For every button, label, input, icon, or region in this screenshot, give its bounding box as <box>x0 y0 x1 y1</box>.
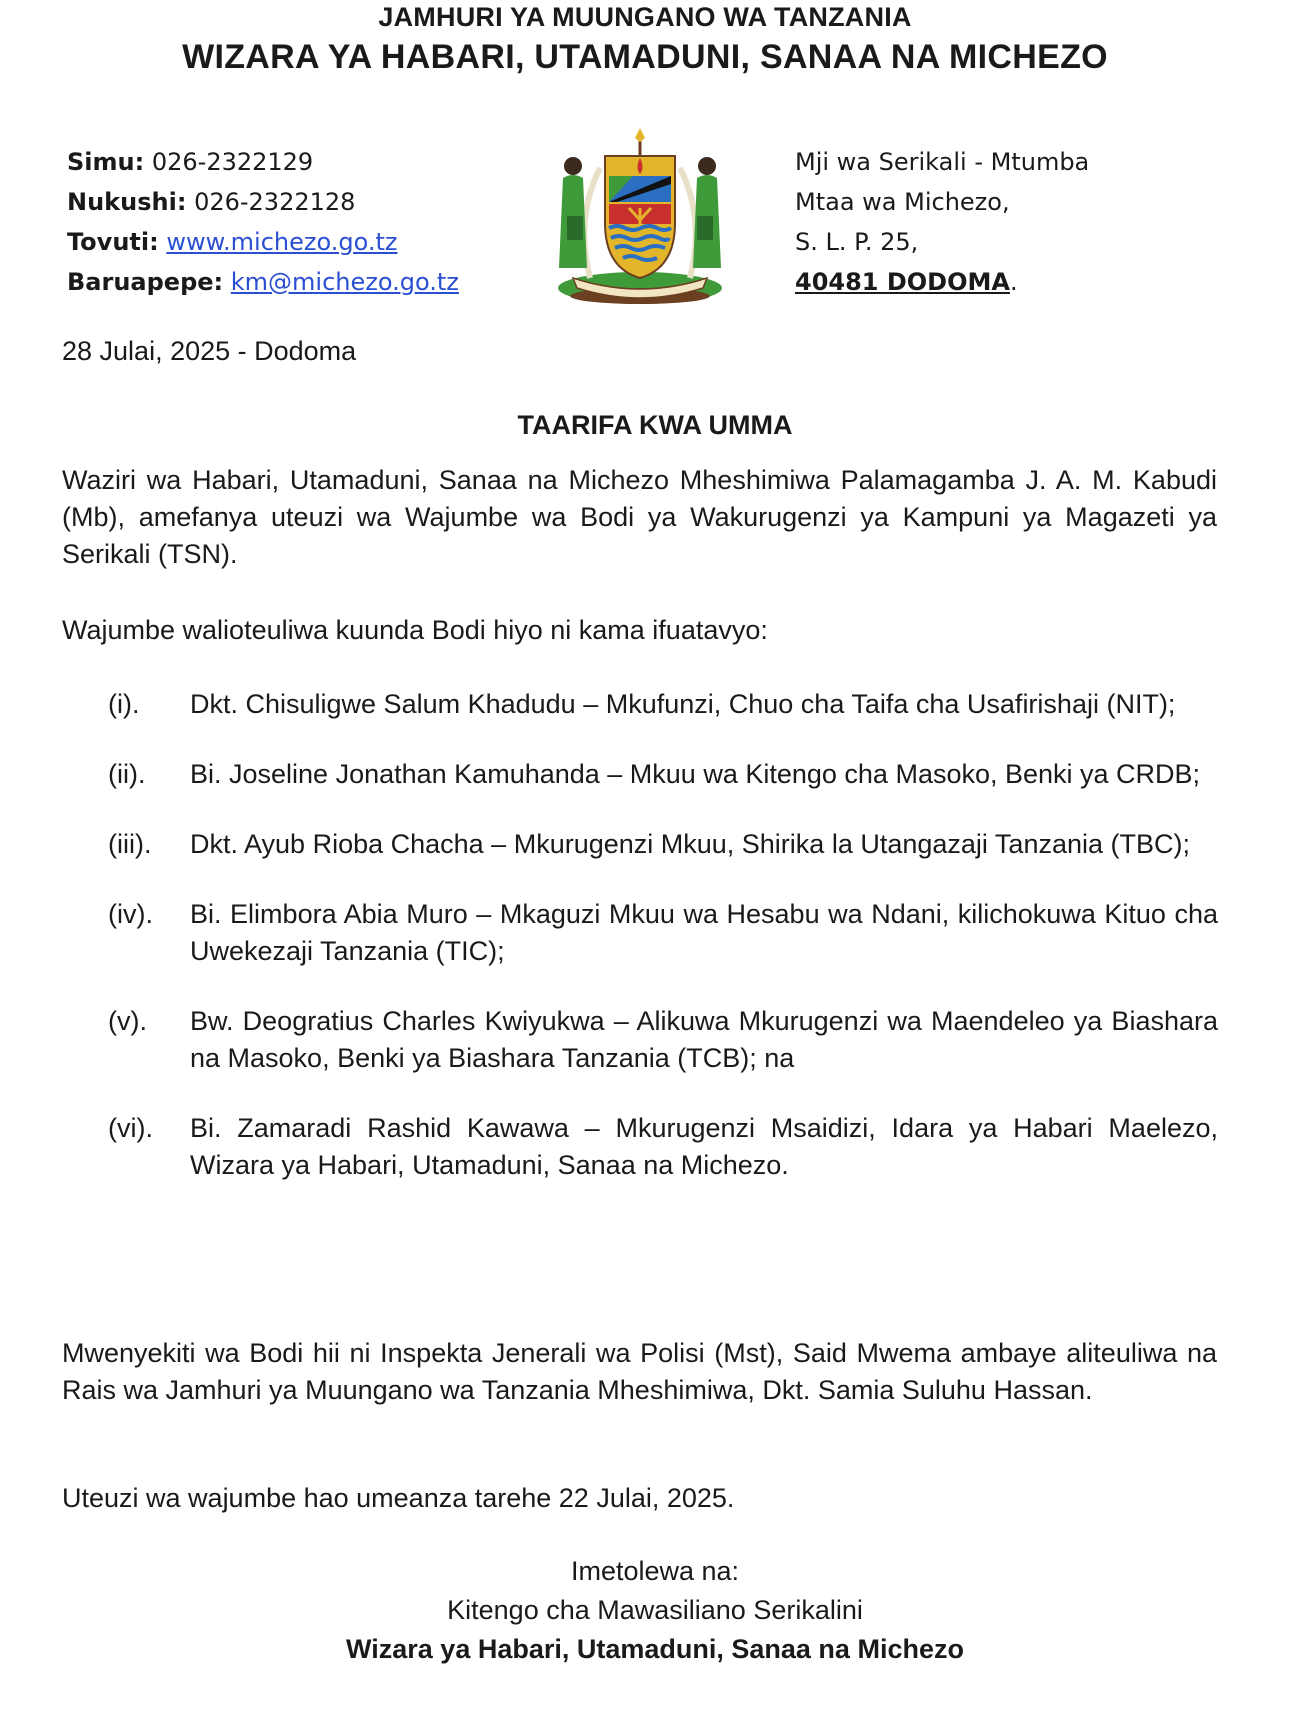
header-ministry: WIZARA YA HABARI, UTAMADUNI, SANAA NA MICHEZO <box>182 38 1108 76</box>
address-city-row <box>795 262 1089 302</box>
effective-date-paragraph: Uteuzi wa wajumbe hao umeanza tarehe 22 Julai, 2025. <box>62 1483 735 1513</box>
list-item-text: Bi. Joseline Jonathan Kamuhanda – Mkuu wa Kitengo cha Masoko, Benki ya CRDB; <box>190 759 1201 789</box>
list-item <box>108 1110 1218 1184</box>
members-list <box>108 686 1218 1217</box>
email-row <box>67 262 459 302</box>
list-item <box>108 1003 1218 1077</box>
web-row <box>67 222 459 262</box>
website-link[interactable]: www.michezo.go.tz <box>166 228 398 256</box>
list-item-number: (iv). <box>108 899 153 929</box>
header-republic: JAMHURI YA MUUNGANO WA TANZANIA <box>378 2 912 32</box>
phone-label: Simu: <box>67 148 145 176</box>
list-item <box>108 896 1218 970</box>
fax-value: 026-2322128 <box>194 188 356 216</box>
list-item-number: (vi). <box>108 1113 153 1143</box>
list-item-text: Dkt. Ayub Rioba Chacha – Mkurugenzi Mkuu, Shirika la Utangazaji Tanzania (TBC); <box>190 829 1190 859</box>
members-intro: Wajumbe walioteuliwa kuunda Bodi hiyo ni kama ifuatavyo: <box>62 615 768 645</box>
address-city: 40481 DODOMA <box>795 268 1010 296</box>
list-item <box>108 686 1218 723</box>
release-title: TAARIFA KWA UMMA <box>517 410 793 440</box>
chairman-paragraph: Mwenyekiti wa Bodi hii ni Inspekta Jenerali wa Polisi (Mst), Said Mwema ambaye aliteuliwa na Rais wa Jamhuri ya Muungano wa Tanzania Mheshimiwa, Dkt. Samia Suluhu Hassan. <box>62 1338 1217 1405</box>
signature-unit: Kitengo cha Mawasiliano Serikalini <box>447 1595 863 1625</box>
address-city-suffix: . <box>1009 268 1018 296</box>
list-item-number: (v). <box>108 1006 147 1036</box>
release-date: 28 Julai, 2025 - Dodoma <box>62 336 357 366</box>
fax-row <box>67 182 459 222</box>
address-line-1: Mji wa Serikali - Mtumba <box>795 148 1090 176</box>
fax-label: Nukushi: <box>67 188 187 216</box>
email-label: Baruapepe: <box>67 268 224 296</box>
signature-issued-by: Imetolewa na: <box>570 1556 740 1586</box>
intro-paragraph: Waziri wa Habari, Utamaduni, Sanaa na Michezo Mheshimiwa Palamagamba J. A. M. Kabudi (Mb), amefanya uteuzi wa Wajumbe wa Bodi ya Wakurugenzi ya Kampuni ya Magazeti ya Serikali (TSN). <box>62 465 1217 569</box>
address-block <box>795 142 1089 302</box>
address-line-2: Mtaa wa Michezo, <box>795 188 1010 216</box>
list-item <box>108 826 1218 863</box>
signature-ministry: Wizara ya Habari, Utamaduni, Sanaa na Michezo <box>346 1634 964 1664</box>
email-link[interactable]: km@michezo.go.tz <box>230 268 459 296</box>
list-item-text: Bw. Deogratius Charles Kwiyukwa – Alikuwa Mkurugenzi wa Maendeleo ya Biashara na Masoko, Benki ya Biashara Tanzania (TCB); na <box>190 1006 1218 1073</box>
list-item-number: (iii). <box>108 829 152 859</box>
list-item-number: (i). <box>108 689 140 719</box>
tanzania-coat-of-arms-icon <box>545 128 735 313</box>
contact-block <box>67 142 459 302</box>
address-line-3: S. L. P. 25, <box>795 228 919 256</box>
list-item-text: Bi. Elimbora Abia Muro – Mkaguzi Mkuu wa Hesabu wa Ndani, kilichokuwa Kituo cha Uwekezaji Tanzania (TIC); <box>190 899 1218 966</box>
phone-row <box>67 142 459 182</box>
list-item-text: Dkt. Chisuligwe Salum Khadudu – Mkufunzi, Chuo cha Taifa cha Usafirishaji (NIT); <box>190 689 1176 719</box>
list-item-number: (ii). <box>108 759 146 789</box>
web-label: Tovuti: <box>67 228 159 256</box>
phone-value: 026-2322129 <box>151 148 314 176</box>
list-item-text: Bi. Zamaradi Rashid Kawawa – Mkurugenzi Msaidizi, Idara ya Habari Maelezo, Wizara ya Habari, Utamaduni, Sanaa na Michezo. <box>190 1113 1218 1180</box>
list-item <box>108 756 1218 793</box>
